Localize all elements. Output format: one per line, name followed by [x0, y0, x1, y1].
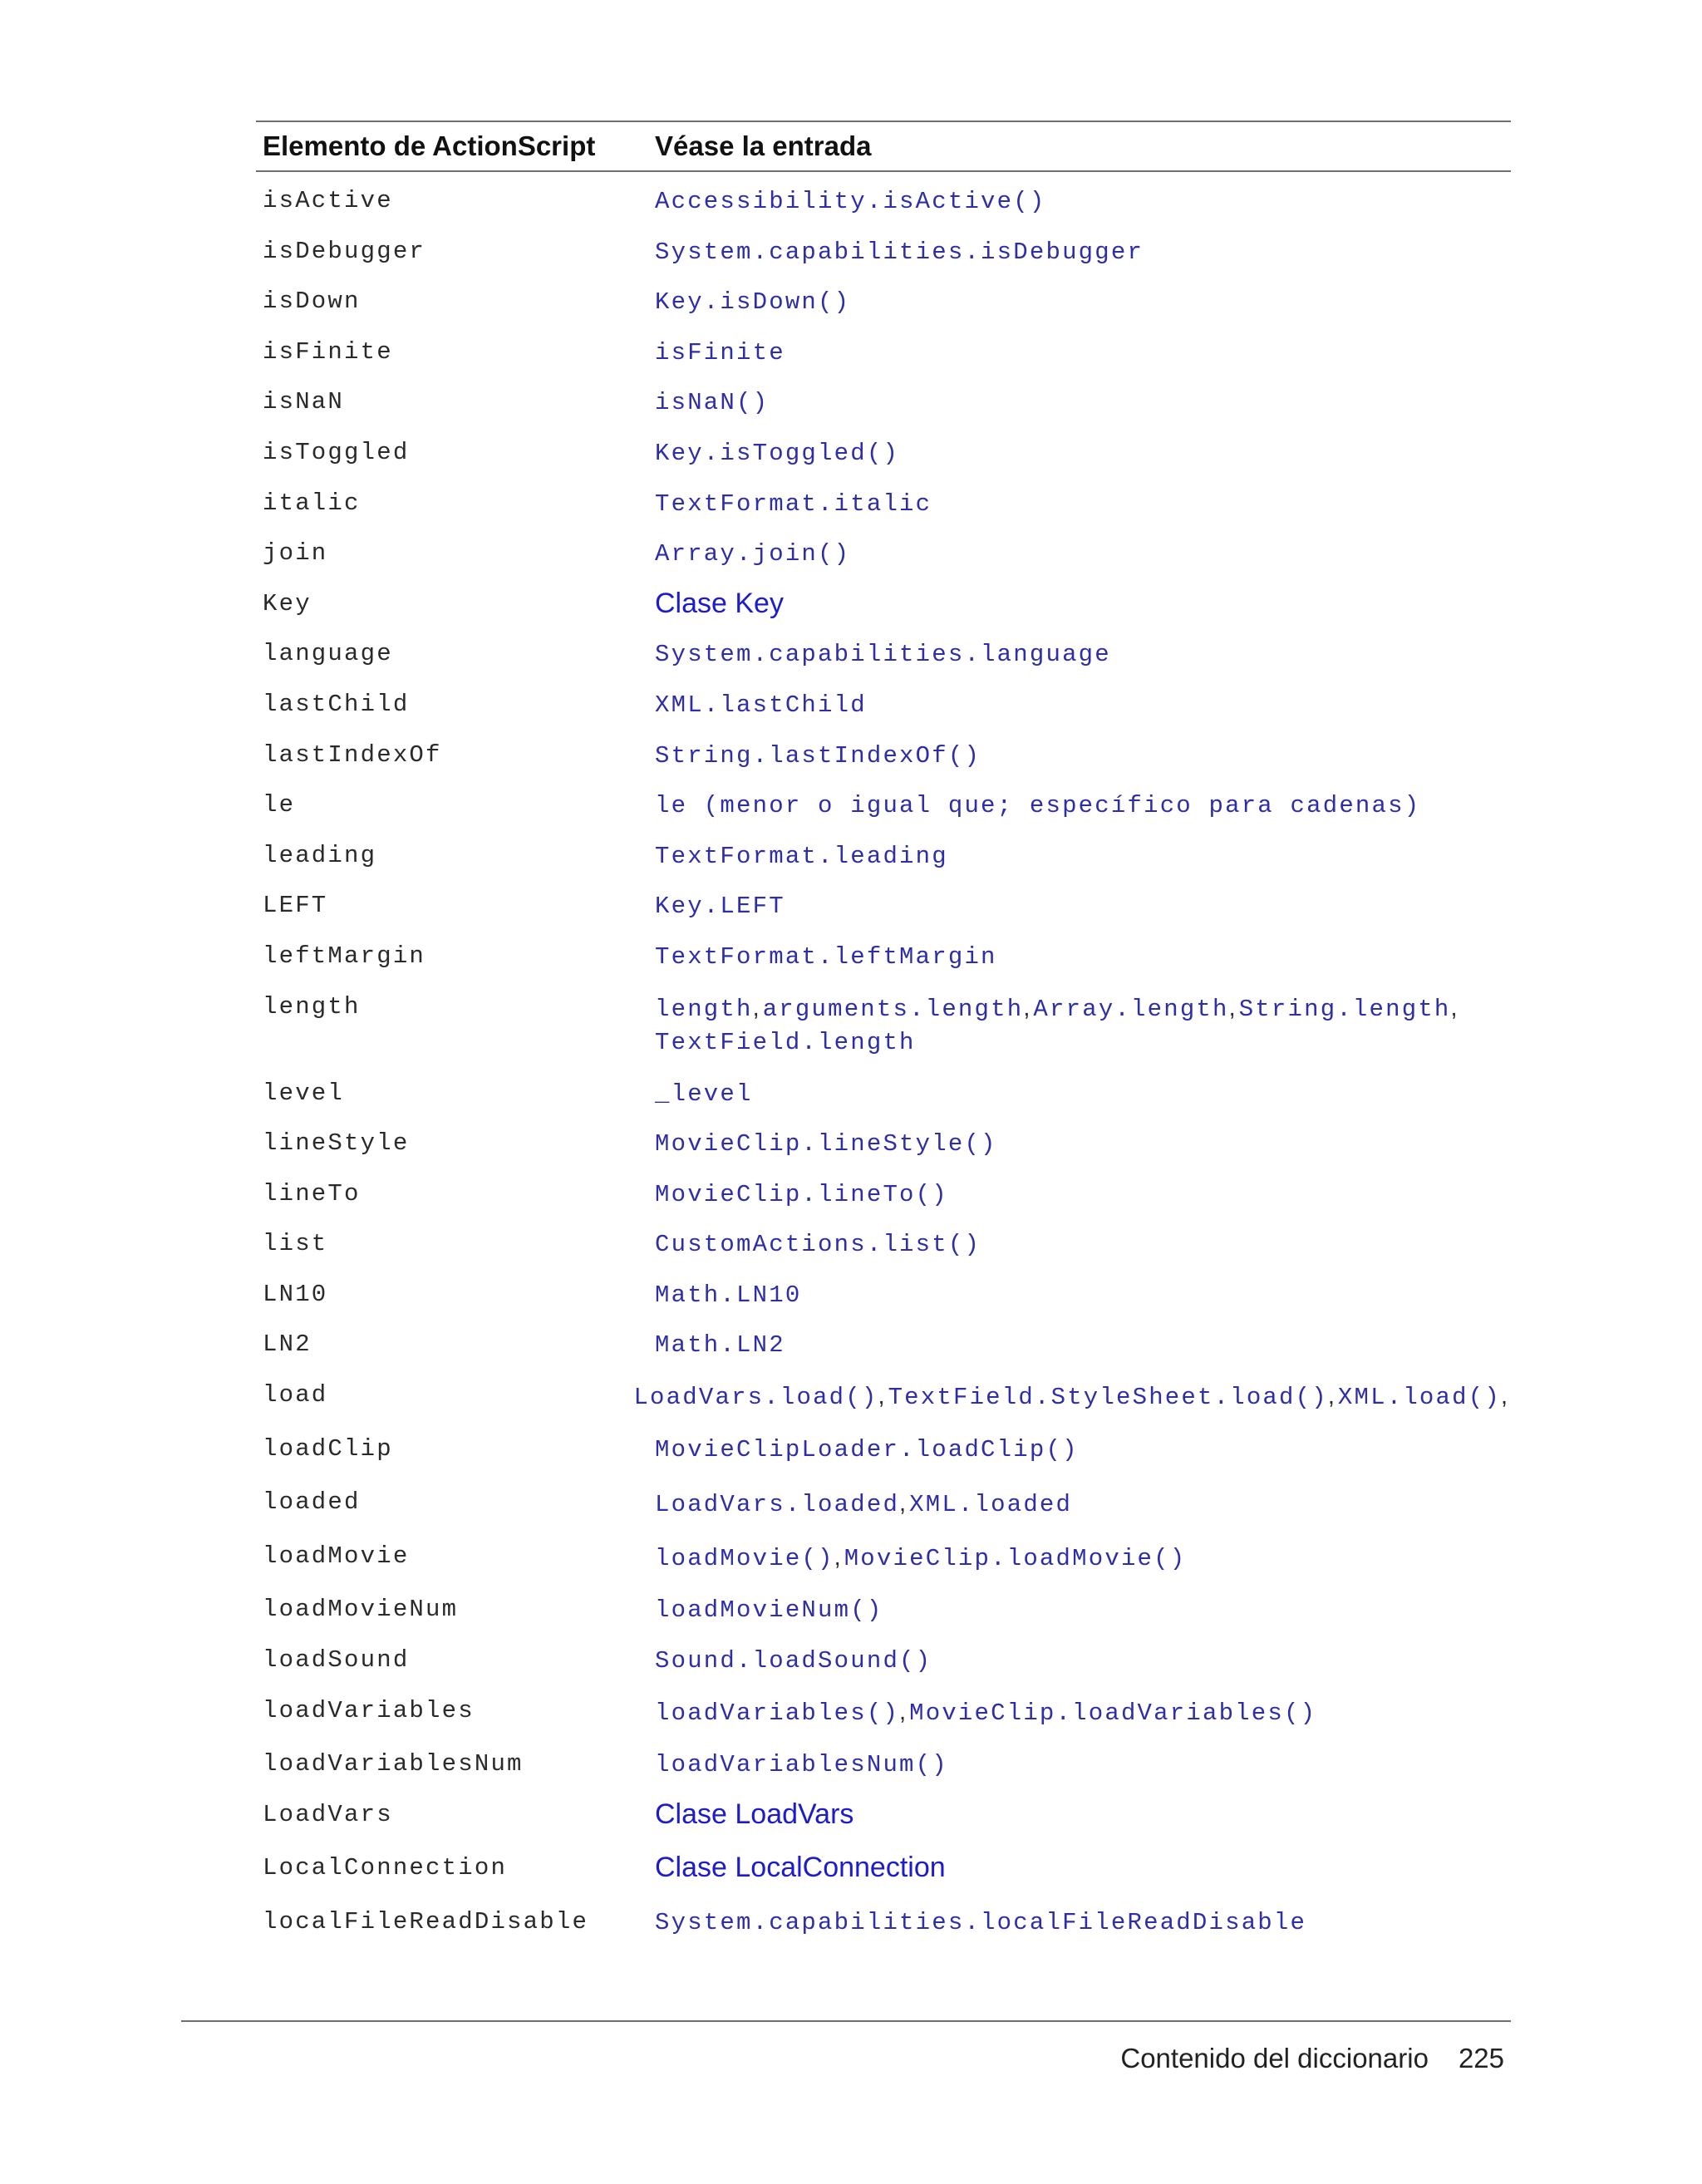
element-name: localFileReadDisable	[263, 1908, 589, 1936]
reference-link[interactable]: Key.LEFT	[655, 893, 785, 921]
element-name: lineStyle	[263, 1129, 410, 1158]
table-row	[256, 1844, 1511, 1898]
see-entry-cell	[653, 840, 1511, 873]
reference-link[interactable]: String.length	[1238, 995, 1451, 1023]
element-name: LocalConnection	[263, 1854, 508, 1882]
element-name: isDebugger	[263, 237, 426, 265]
class-link[interactable]: Clase LoadVars	[655, 1798, 854, 1830]
see-entry-cell	[653, 185, 1511, 219]
reference-link[interactable]: arguments.length	[762, 995, 1024, 1023]
table-row	[256, 529, 1511, 580]
element-name: leftMargin	[263, 942, 426, 970]
reference-link[interactable]: CustomActions.list()	[655, 1231, 981, 1259]
table-body	[256, 172, 1511, 1949]
element-name: lastIndexOf	[263, 740, 442, 769]
table-row	[256, 882, 1511, 932]
element-name: loadVariablesNum	[263, 1750, 524, 1778]
table-row	[256, 731, 1511, 782]
reference-link[interactable]: XML.loaded	[909, 1491, 1073, 1519]
separator: ,	[834, 1543, 841, 1571]
element-name: loadSound	[263, 1646, 410, 1675]
reference-link[interactable]: LoadVars.load()	[633, 1384, 878, 1412]
see-entry-cell	[653, 437, 1511, 470]
see-entry-cell	[653, 890, 1511, 923]
element-name: language	[263, 640, 393, 668]
see-entry-cell	[653, 1798, 1511, 1831]
see-entry-cell	[653, 991, 1511, 1060]
table-header	[256, 121, 1511, 172]
reference-link[interactable]: System.capabilities.language	[655, 641, 1111, 669]
element-name: LN10	[263, 1280, 328, 1308]
table-row	[256, 177, 1511, 228]
see-entry-cell	[653, 1695, 1511, 1730]
reference-link[interactable]: Accessibility.isActive()	[655, 188, 1046, 215]
see-entry-cell	[653, 1128, 1511, 1161]
see-entry-cell	[653, 1279, 1511, 1312]
reference-link[interactable]: _level	[655, 1080, 753, 1108]
reference-link[interactable]: Math.LN10	[655, 1281, 802, 1309]
table-row	[256, 1119, 1511, 1170]
page-footer	[1120, 2043, 1504, 2074]
separator: ,	[1450, 994, 1458, 1021]
reference-link[interactable]: System.capabilities.isDebugger	[655, 238, 1144, 266]
reference-link[interactable]: loadMovie()	[655, 1544, 834, 1572]
see-entry-cell	[653, 1078, 1511, 1111]
table-row	[256, 832, 1511, 883]
element-name: loadClip	[263, 1434, 393, 1463]
table-row	[256, 1791, 1511, 1845]
reference-link[interactable]: MovieClip.loadVariables()	[909, 1699, 1317, 1727]
header-element: Elemento de ActionScript	[263, 130, 596, 161]
see-entry-cell	[653, 1749, 1511, 1782]
element-name: length	[263, 992, 361, 1021]
separator: ,	[752, 994, 760, 1021]
reference-link[interactable]: MovieClip.loadMovie()	[844, 1544, 1187, 1572]
see-entry-cell	[653, 538, 1511, 571]
element-name: loadMovieNum	[263, 1596, 459, 1624]
see-entry-cell	[653, 1541, 1511, 1576]
reference-link[interactable]: TextField.length	[655, 1028, 916, 1056]
see-entry-cell	[653, 1178, 1511, 1212]
reference-link[interactable]: Sound.loadSound()	[655, 1647, 932, 1675]
reference-link[interactable]: loadVariables()	[655, 1699, 900, 1727]
reference-link[interactable]: le (menor o igual que; específico para cadenas)	[655, 792, 1421, 820]
reference-link[interactable]: isNaN()	[655, 389, 770, 417]
table-row	[256, 480, 1511, 530]
element-name: italic	[263, 489, 361, 517]
separator: ,	[899, 1490, 907, 1517]
see-entry-cell	[653, 236, 1511, 269]
reference-link[interactable]: XML.lastChild	[655, 691, 867, 719]
separator: ,	[878, 1383, 885, 1410]
separator: ,	[899, 1698, 907, 1725]
table-row	[256, 630, 1511, 681]
see-entry-cell	[653, 638, 1511, 671]
element-name: isNaN	[263, 388, 345, 416]
see-entry-cell	[653, 1645, 1511, 1678]
separator: ,	[1327, 1383, 1335, 1410]
reference-link[interactable]: LoadVars.loaded	[655, 1491, 900, 1519]
table-row	[256, 1478, 1511, 1532]
element-name: LEFT	[263, 892, 328, 920]
element-name: list	[263, 1230, 328, 1258]
element-name: isToggled	[263, 438, 410, 466]
separator: ,	[1023, 994, 1031, 1021]
table-row	[256, 1371, 1511, 1425]
class-link[interactable]: Clase LocalConnection	[655, 1852, 946, 1884]
reference-link[interactable]: TextField.StyleSheet.load()	[888, 1384, 1328, 1412]
table-row	[256, 1586, 1511, 1636]
element-name: lineTo	[263, 1179, 361, 1208]
element-name: loadVariables	[263, 1696, 475, 1724]
see-entry-cell	[653, 789, 1511, 823]
element-name: load	[263, 1381, 328, 1409]
table-row	[256, 1220, 1511, 1271]
reference-link[interactable]: MovieClipLoader.loadClip()	[655, 1435, 1079, 1463]
see-entry-cell	[653, 286, 1511, 319]
see-entry-cell	[653, 1329, 1511, 1362]
table-row	[256, 1170, 1511, 1221]
reference-link[interactable]: Key.isDown()	[655, 288, 851, 317]
table-row	[256, 1271, 1511, 1321]
table-row	[256, 278, 1511, 328]
reference-link[interactable]: TextFormat.leftMargin	[655, 942, 997, 971]
reference-link[interactable]: isFinite	[655, 338, 785, 366]
table-row	[256, 1070, 1511, 1120]
page-number: 225	[1458, 2043, 1504, 2073]
see-entry-cell	[653, 386, 1511, 420]
footer-divider	[181, 2020, 1511, 2022]
table-row	[256, 681, 1511, 731]
see-entry-cell	[653, 689, 1511, 722]
table-row	[256, 378, 1511, 429]
reference-link[interactable]: XML.load()	[1337, 1384, 1501, 1412]
reference-link[interactable]: TextFormat.leading	[655, 842, 948, 870]
see-entry-cell	[653, 1487, 1511, 1522]
table-row	[256, 429, 1511, 480]
reference-link[interactable]: Math.LN2	[655, 1331, 785, 1360]
see-entry-cell	[653, 1434, 1511, 1467]
element-name: loaded	[263, 1488, 361, 1517]
table-row	[256, 1636, 1511, 1687]
table-row	[256, 1740, 1511, 1791]
element-name: LoadVars	[263, 1800, 393, 1828]
table-row	[256, 1425, 1511, 1479]
reference-link[interactable]: MovieClip.lineTo()	[655, 1180, 948, 1208]
separator: ,	[1500, 1383, 1508, 1410]
reference-link[interactable]: Array.length	[1033, 995, 1229, 1023]
reference-link[interactable]: loadVariablesNum()	[655, 1751, 948, 1779]
element-name: Key	[263, 589, 312, 617]
separator: ,	[1228, 994, 1236, 1021]
reference-link[interactable]: TextFormat.italic	[655, 489, 932, 518]
see-entry-cell	[653, 587, 1511, 620]
table-row	[256, 328, 1511, 379]
table-row	[256, 228, 1511, 278]
element-name: isFinite	[263, 337, 393, 366]
see-entry-cell	[653, 337, 1511, 370]
see-entry-cell	[653, 1228, 1511, 1262]
table-row	[256, 1321, 1511, 1371]
see-entry-cell	[653, 488, 1511, 521]
reference-link[interactable]: Array.join()	[655, 540, 851, 568]
reference-link[interactable]: Key.isToggled()	[655, 439, 900, 467]
reference-link[interactable]: MovieClip.lineStyle()	[655, 1130, 997, 1158]
footer-section-title: Contenido del diccionario	[1120, 2043, 1429, 2073]
see-entry-cell	[653, 1594, 1511, 1627]
reference-table	[256, 121, 1511, 1949]
reference-link[interactable]: loadMovieNum()	[655, 1596, 883, 1625]
table-row	[256, 781, 1511, 832]
element-name: le	[263, 791, 296, 819]
element-name: lastChild	[263, 690, 410, 718]
element-name: LN2	[263, 1331, 312, 1359]
see-entry-cell	[653, 941, 1511, 974]
table-row	[256, 580, 1511, 631]
see-entry-cell	[653, 1851, 1511, 1884]
see-entry-cell	[632, 1380, 1511, 1414]
reference-link[interactable]: String.lastIndexOf()	[655, 741, 981, 770]
element-name: leading	[263, 841, 377, 869]
element-name: isActive	[263, 187, 393, 214]
see-entry-cell	[653, 1906, 1511, 1940]
table-row	[256, 1532, 1511, 1586]
class-link[interactable]: Clase Key	[655, 587, 784, 619]
reference-link[interactable]: length	[655, 995, 753, 1023]
element-name: join	[263, 539, 328, 568]
element-name: loadMovie	[263, 1542, 410, 1570]
reference-link[interactable]: System.capabilities.localFileReadDisable	[655, 1909, 1307, 1936]
element-name: level	[263, 1079, 345, 1107]
element-name: isDown	[263, 288, 361, 316]
table-row	[256, 1898, 1511, 1949]
header-see-entry: Véase la entrada	[655, 130, 872, 161]
see-entry-cell	[653, 740, 1511, 773]
table-row	[256, 1687, 1511, 1741]
table-row	[256, 932, 1511, 983]
table-row	[256, 983, 1511, 1070]
